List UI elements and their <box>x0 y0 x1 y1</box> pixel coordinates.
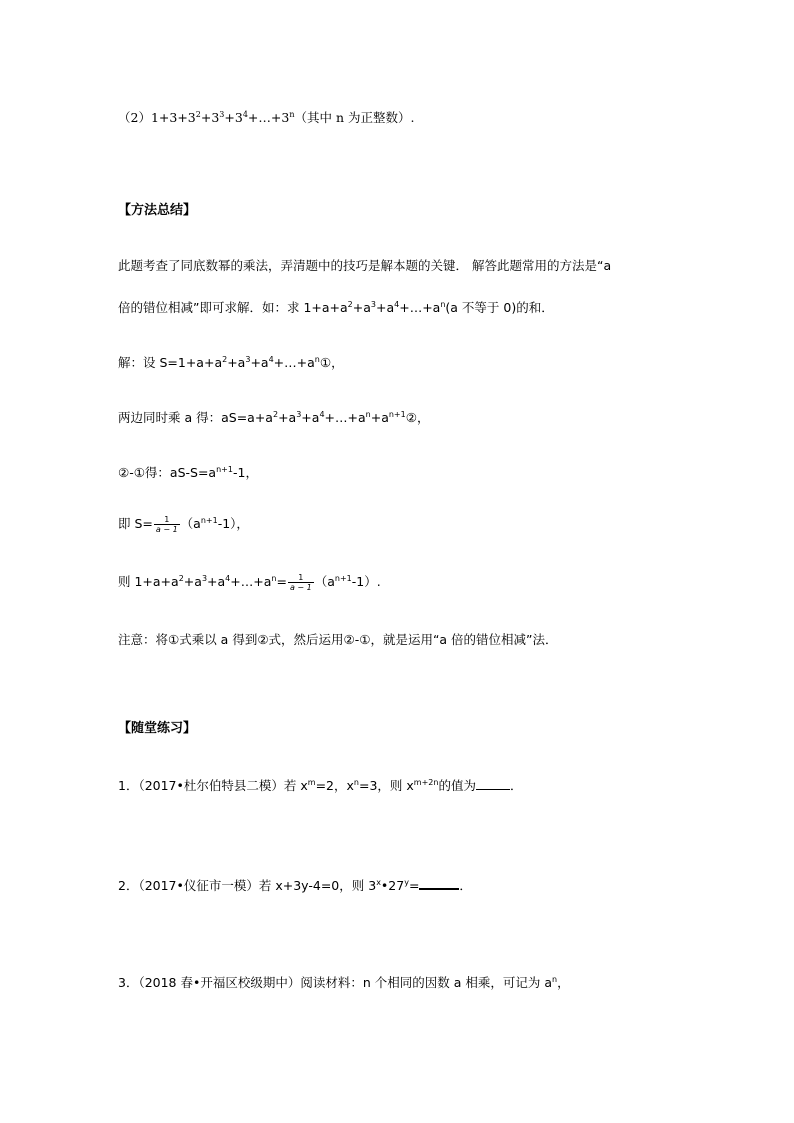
answer-blank[interactable] <box>419 876 459 890</box>
solution-step-5: 则 $1+a+a^2+a^3+a^4+\dots+a^n=$ $\frac{1}{a - 1}$ $(a^{n+1}-1)$. <box>118 573 381 592</box>
method-summary-heading: 【方法总结】 <box>118 203 197 218</box>
solution-step-3: ②-①得：$aS-S=a^{n+1}-1$， <box>118 465 258 480</box>
fraction: $\frac{1}{a - 1}$ <box>289 573 312 592</box>
fraction: $\frac{1}{a - 1}$ <box>155 515 178 534</box>
solution-step-2: 两边同时乘 a 得：$aS=a+a^2+a^3+a^4+\dots+a^n+a^{n+1}②$， <box>118 410 430 425</box>
method-paragraph-line-1: 此题考查了同底数幂的乘法，弄清题中的技巧是解本题的关键． 解答此题常用的方法是“a <box>118 258 612 273</box>
practice-heading: 【随堂练习】 <box>118 721 197 736</box>
practice-question-1: 1．（2017•杜尔伯特县二模）若 $x^m=2$，$x^n=3$，则 $x^{m+2n}$的值为 ． <box>118 778 523 793</box>
method-note: 注意：将①式乘以 a 得到②式，然后运用②-①，就是运用“a 倍的错位相减”法． <box>118 632 558 647</box>
problem-2: $(2)1+3+3^2+3^3+3^4+\dots+3^n$（其中 n 为正整数）. <box>118 110 415 125</box>
practice-question-3: 3．（2018 春•开福区校级期中）阅读材料：n 个相同的因数 a 相乘，可记为 $a^n$， <box>118 975 570 990</box>
solution-step-4: 即 S= $\frac{1}{a - 1}$ $(a^{n+1}-1)$， <box>118 515 249 534</box>
method-paragraph-line-2: 倍的错位相减”即可求解．如：求 $1+a+a^2+a^3+a^4+\dots+a^n(a$ 不等于 0)的和． <box>118 300 554 315</box>
answer-blank[interactable] <box>476 777 510 790</box>
solution-step-1: 解：设 $S=1+a+a^2+a^3+a^4+\dots+a^n①$， <box>118 355 344 370</box>
practice-question-2: 2．（2017•仪征市一模）若 x+3y-4=0，则 $3^x•27^y=$ ． <box>118 878 472 893</box>
